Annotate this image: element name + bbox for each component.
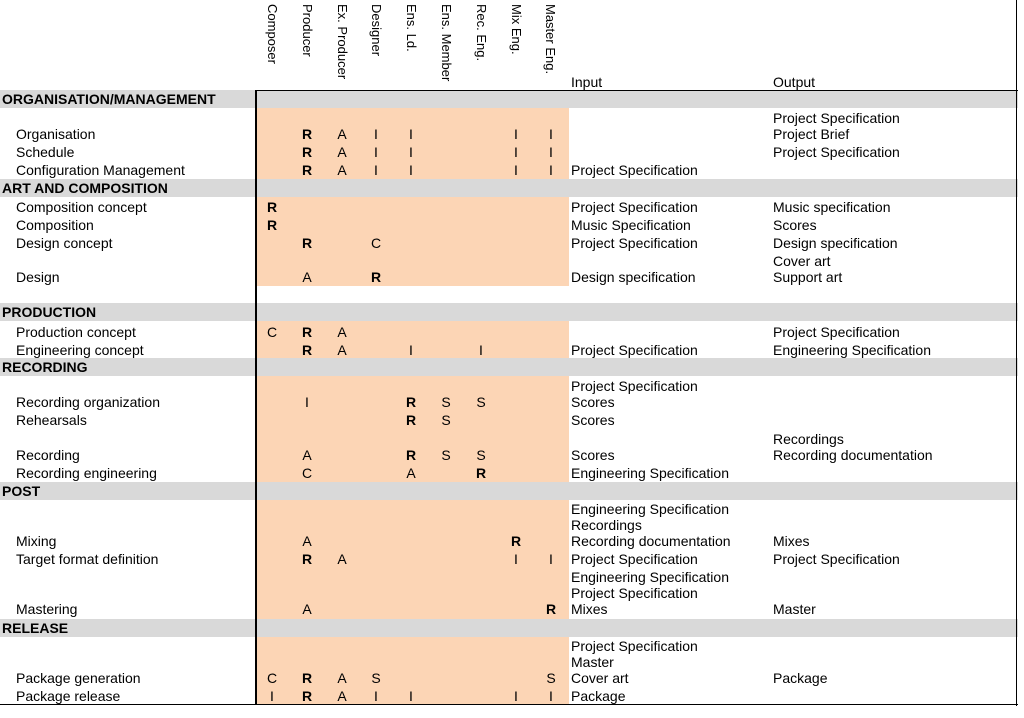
raci-cell: S — [476, 447, 486, 463]
output-text: Project Specification — [773, 144, 900, 160]
input-text: Engineering Specification — [571, 569, 729, 585]
raci-cell: I — [409, 126, 413, 142]
raci-cell: I — [270, 688, 274, 704]
raci-cell: I — [409, 162, 413, 178]
output-text: Project Specification — [773, 324, 900, 340]
raci-cell: R — [301, 342, 313, 358]
task-label: Mixing — [16, 533, 57, 549]
output-text: Project Brief — [773, 126, 850, 142]
column-header-ens-ld: Ens. Ld. — [404, 4, 419, 52]
output-text: Master — [773, 601, 816, 617]
column-header-ens-member: Ens. Member — [439, 4, 454, 82]
section-band-recording — [0, 358, 1018, 376]
raci-cell: S — [371, 670, 381, 686]
raci-cell: A — [302, 601, 312, 617]
raci-cell: I — [549, 126, 553, 142]
input-text: Project Specification — [571, 342, 698, 358]
input-text: Project Specification — [571, 378, 698, 394]
raci-cell: A — [302, 269, 312, 285]
raci-cell: I — [409, 144, 413, 160]
task-label: Recording engineering — [16, 465, 157, 481]
input-text: Recordings — [571, 517, 642, 533]
input-text: Scores — [571, 394, 615, 410]
input-text: Mixes — [571, 601, 608, 617]
output-text: Scores — [773, 217, 817, 233]
task-label: Production concept — [16, 324, 136, 340]
raci-cell: R — [301, 670, 313, 686]
task-label: Target format definition — [16, 551, 159, 567]
column-header-designer: Designer — [369, 4, 384, 57]
output-text: Cover art — [773, 253, 831, 269]
matrix-left-border — [255, 90, 257, 704]
raci-cell: I — [514, 144, 518, 160]
task-label: Mastering — [16, 601, 78, 617]
task-label: Rehearsals — [16, 412, 87, 428]
raci-cell: I — [514, 162, 518, 178]
raci-cell: I — [305, 394, 309, 410]
input-text: Project Specification — [571, 551, 698, 567]
input-text: Master — [571, 654, 614, 670]
raci-cell: R — [301, 324, 313, 340]
input-text: Music Specification — [571, 217, 691, 233]
raci-cell: A — [302, 447, 312, 463]
task-label: Organisation — [16, 126, 96, 142]
task-label: Package release — [16, 688, 121, 704]
section-band-production — [0, 303, 1018, 321]
output-text: Support art — [773, 269, 843, 285]
raci-cell: R — [301, 162, 313, 178]
input-text: Scores — [571, 447, 615, 463]
task-label: Composition — [16, 217, 94, 233]
column-header-mix-eng: Mix Eng. — [509, 4, 524, 55]
column-header-producer: Producer — [300, 4, 315, 57]
task-label: Composition concept — [16, 199, 147, 215]
column-header-master-eng: Master Eng. — [543, 4, 558, 75]
section-title-org: ORGANISATION/MANAGEMENT — [2, 91, 216, 107]
raci-cell: R — [301, 144, 313, 160]
raci-cell: R — [301, 551, 313, 567]
input-text: Engineering Specification — [571, 465, 729, 481]
raci-cell: R — [266, 199, 278, 215]
raci-cell: A — [337, 162, 347, 178]
raci-cell: I — [549, 144, 553, 160]
table-right-border — [1016, 0, 1017, 706]
output-text: Project Specification — [773, 110, 900, 126]
raci-cell: R — [266, 217, 278, 233]
section-band-release — [0, 619, 1018, 637]
raci-cell: A — [337, 324, 347, 340]
section-band-post — [0, 482, 1018, 500]
raci-cell: I — [374, 126, 378, 142]
raci-cell: C — [370, 235, 382, 251]
raci-cell: R — [301, 688, 313, 704]
output-text: Recordings — [773, 431, 844, 447]
column-header-composer: Composer — [265, 4, 280, 64]
input-text: Recording documentation — [571, 533, 731, 549]
section-title-recording: RECORDING — [2, 359, 88, 375]
output-text: Package — [773, 670, 828, 686]
task-label: Design — [16, 269, 60, 285]
raci-cell: R — [405, 394, 417, 410]
raci-cell: I — [374, 688, 378, 704]
raci-cell: R — [301, 126, 313, 142]
raci-cell: A — [337, 342, 347, 358]
raci-cell: R — [301, 235, 313, 251]
task-label: Engineering concept — [16, 342, 144, 358]
output-text: Design specification — [773, 235, 898, 251]
raci-cell: S — [441, 412, 451, 428]
raci-cell: I — [479, 342, 483, 358]
section-title-release: RELEASE — [2, 620, 69, 636]
raci-cell: S — [476, 394, 486, 410]
raci-cell: R — [510, 533, 522, 549]
output-column-header: Output — [773, 74, 816, 90]
section-title-post: POST — [2, 483, 41, 499]
raci-cell: I — [549, 162, 553, 178]
input-text: Project Specification — [571, 162, 698, 178]
raci-cell: R — [405, 412, 417, 428]
input-text: Design specification — [571, 269, 696, 285]
raci-cell: S — [546, 670, 556, 686]
raci-cell: S — [441, 447, 451, 463]
raci-cell: I — [374, 144, 378, 160]
raci-cell: I — [514, 126, 518, 142]
raci-cell: R — [405, 447, 417, 463]
task-label: Package generation — [16, 670, 141, 686]
raci-cell: A — [302, 533, 312, 549]
raci-cell: I — [514, 688, 518, 704]
raci-cell: A — [337, 670, 347, 686]
raci-cell: C — [301, 465, 313, 481]
input-text: Project Specification — [571, 235, 698, 251]
raci-cell: I — [409, 688, 413, 704]
raci-cell: R — [545, 601, 557, 617]
raci-cell: I — [409, 342, 413, 358]
raci-cell: A — [337, 688, 347, 704]
raci-cell: C — [266, 670, 278, 686]
raci-cell: A — [337, 126, 347, 142]
raci-cell: I — [549, 688, 553, 704]
raci-cell: A — [337, 551, 347, 567]
input-text: Package — [571, 688, 626, 704]
task-label: Design concept — [16, 235, 113, 251]
output-text: Recording documentation — [773, 447, 933, 463]
task-label: Recording organization — [16, 394, 160, 410]
output-text: Mixes — [773, 533, 810, 549]
input-text: Scores — [571, 412, 615, 428]
output-text: Project Specification — [773, 551, 900, 567]
input-text: Project Specification — [571, 585, 698, 601]
raci-cell: I — [549, 551, 553, 567]
input-text: Project Specification — [571, 199, 698, 215]
column-header-ex-producer: Ex. Producer — [335, 4, 350, 80]
input-text: Project Specification — [571, 638, 698, 654]
raci-cell: I — [374, 162, 378, 178]
raci-cell: A — [406, 465, 416, 481]
output-text: Music specification — [773, 199, 891, 215]
task-label: Schedule — [16, 144, 75, 160]
column-header-rec-eng: Rec. Eng. — [474, 4, 489, 62]
raci-cell: R — [475, 465, 487, 481]
task-label: Recording — [16, 447, 80, 463]
input-text: Engineering Specification — [571, 501, 729, 517]
raci-cell: A — [337, 144, 347, 160]
raci-cell: I — [514, 551, 518, 567]
raci-cell: C — [266, 324, 278, 340]
section-title-art: ART AND COMPOSITION — [2, 180, 168, 196]
raci-cell: R — [370, 269, 382, 285]
task-label: Configuration Management — [16, 162, 185, 178]
input-column-header: Input — [571, 74, 603, 90]
section-title-production: PRODUCTION — [2, 304, 97, 320]
header-divider — [255, 90, 1018, 91]
input-text: Cover art — [571, 670, 629, 686]
output-text: Engineering Specification — [773, 342, 931, 358]
raci-cell: S — [441, 394, 451, 410]
